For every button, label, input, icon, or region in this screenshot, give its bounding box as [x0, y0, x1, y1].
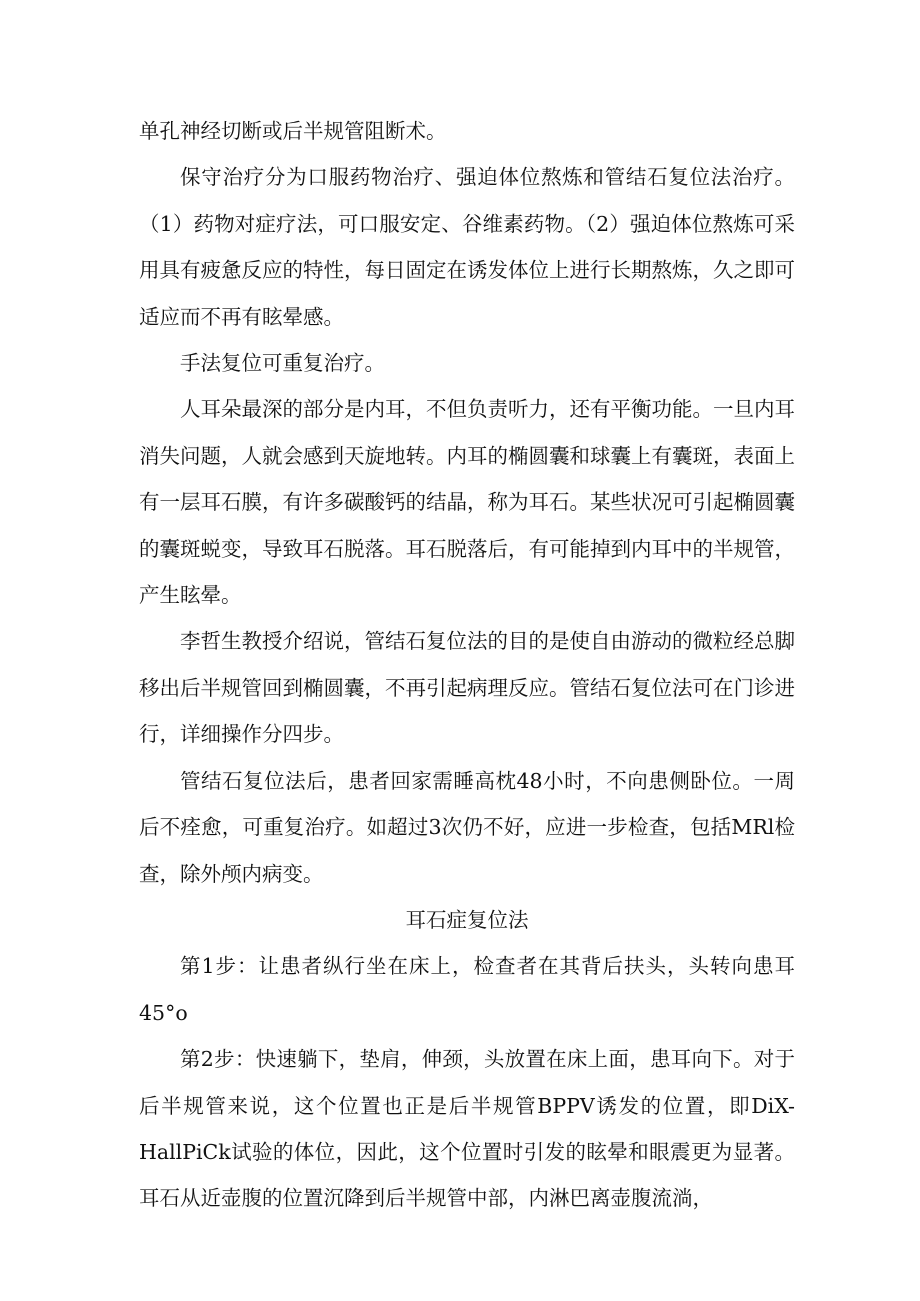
paragraph-4: 人耳朵最深的部分是内耳，不但负责听力，还有平衡功能。一旦内耳消失问题，人就会感到天旋地转。内耳的椭圆囊和球囊上有囊斑，表面上有一层耳石膜，有许多碳酸钙的结晶，称为耳石。某些状况可引起椭圆囊的囊斑蜕变，导致耳石脱落。耳石脱落后，有可能掉到内耳中的半规管，产生眩晕。	[139, 397, 795, 608]
step-2: 第2步：快速躺下，垫肩，伸颈，头放置在床上面，患耳向下。对于后半规管来说，这个位置也正是后半规管BPPV诱发的位置，即DiX-HallPiCk试验的体位，因此，这个位置时引发的眩晕和眼震更为显著。耳石从近壶腹的位置沉降到后半规管中部，内淋巴离壶腹流淌，	[139, 1047, 795, 1211]
paragraph-6: 管结石复位法后，患者回家需睡高枕48小时，不向患侧卧位。一周后不痊愈，可重复治疗。如超过3次仍不好，应进一步检查，包括MRl检查，除外颅内病变。	[139, 768, 795, 886]
paragraph-1: 单孔神经切断或后半规管阻断术。	[139, 119, 447, 143]
paragraph-5: 李哲生教授介绍说，管结石复位法的目的是使自由游动的微粒经总脚移出后半规管回到椭圆囊，不再引起病理反应。管结石复位法可在门诊进行，详细操作分四步。	[139, 629, 795, 747]
section-title: 耳石症复位法	[405, 907, 529, 932]
document-page	[139, 108, 795, 1222]
paragraph-2: 保守治疗分为口服药物治疗、强迫体位熬炼和管结石复位法治疗。（1）药物对症疗法，可口服安定、谷维素药物。（2）强迫体位熬炼可采用具有疲惫反应的特性，每日固定在诱发体位上进行长期熬炼，久之即可适应而不再有眩晕感。	[139, 165, 795, 329]
step-1: 第1步：让患者纵行坐在床上，检查者在其背后扶头，头转向患耳45°o	[139, 954, 795, 1025]
paragraph-3: 手法复位可重复治疗。	[180, 351, 385, 376]
